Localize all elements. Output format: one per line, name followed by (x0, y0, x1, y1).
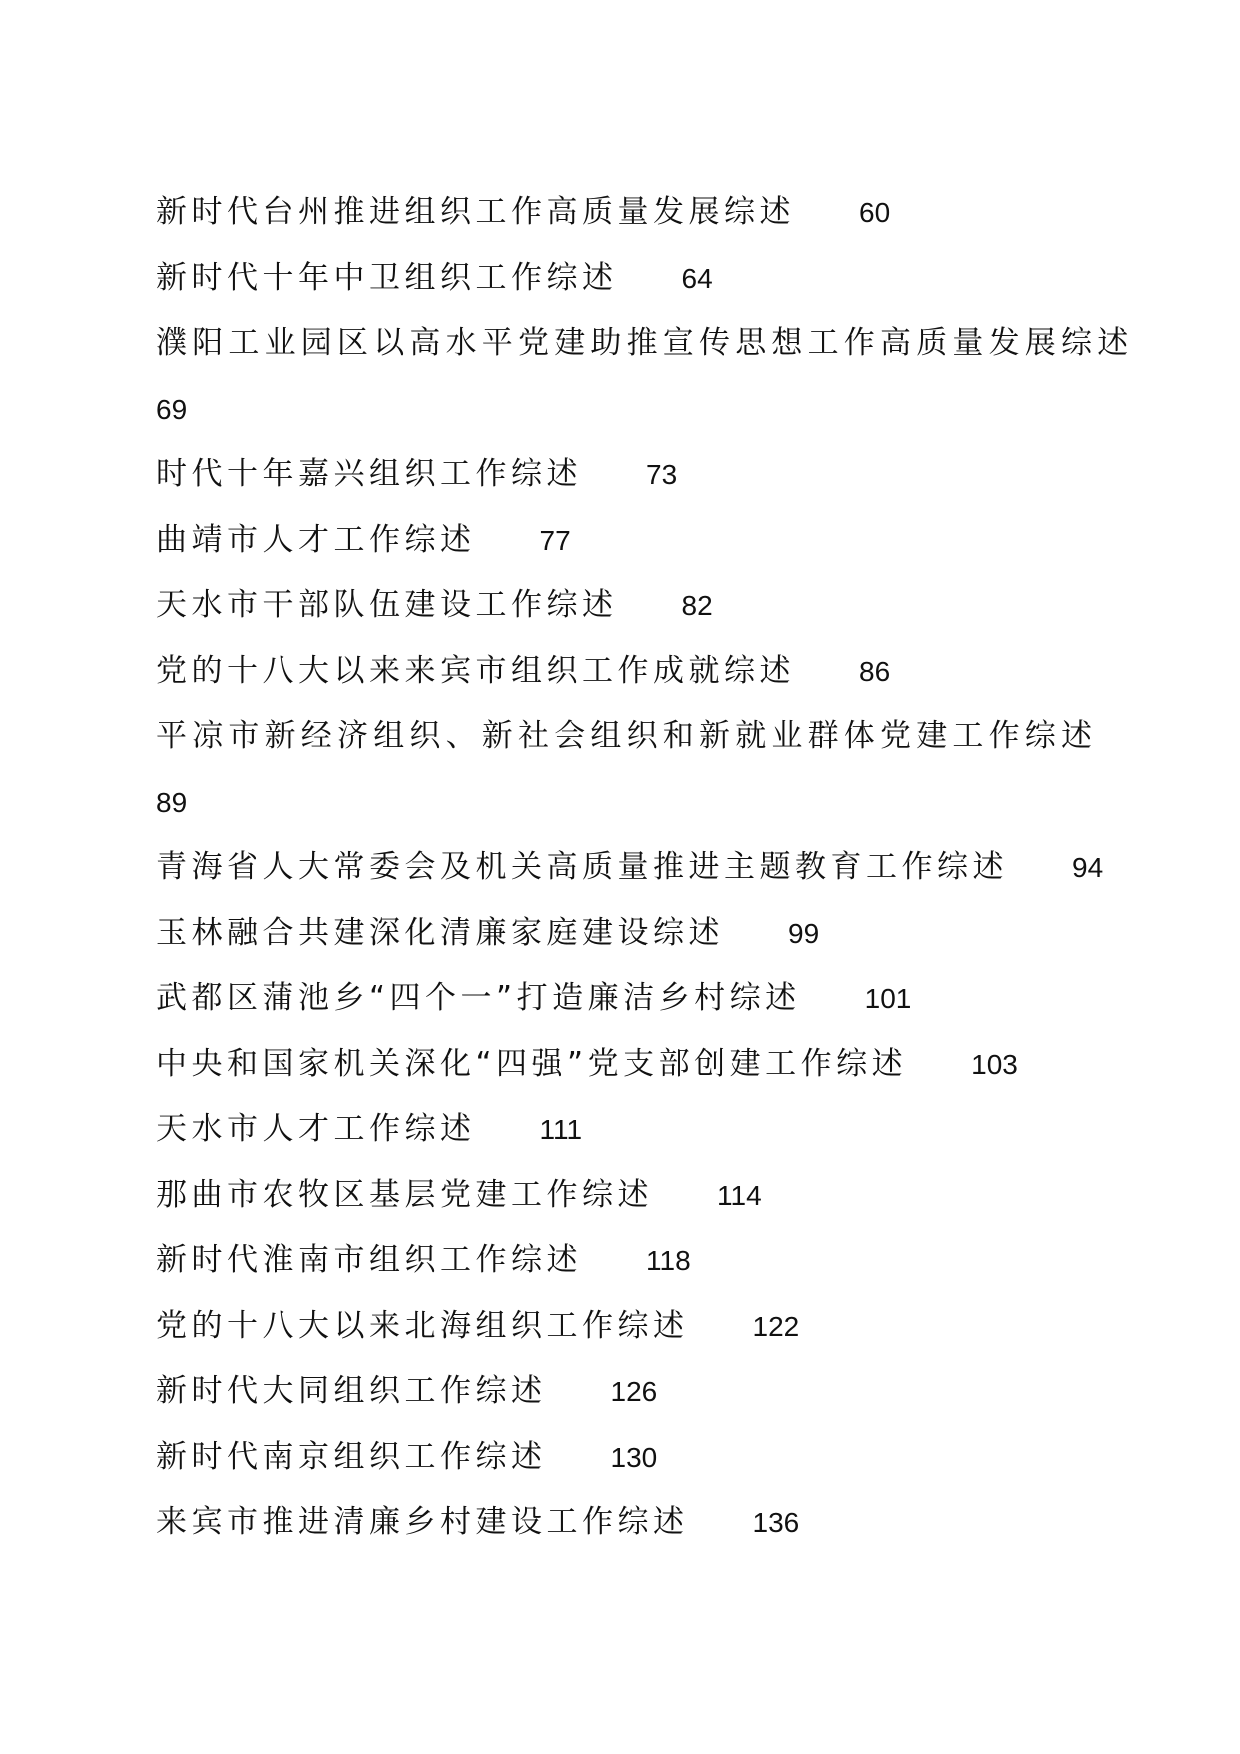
toc-entry[interactable] (156, 1490, 1096, 1556)
toc-entry[interactable] (156, 1228, 1096, 1294)
toc-entry-title: 新时代淮南市组织工作综述 (156, 1242, 582, 1278)
toc-entry-title: 武都区蒲池乡“四个一”打造廉洁乡村综述 (156, 980, 801, 1016)
toc-entry[interactable] (156, 1097, 1096, 1163)
toc-entry[interactable] (156, 1294, 1096, 1360)
toc-entry-title: 党的十八大以来来宾市组织工作成就综述 (156, 652, 795, 689)
toc-entry-title: 青海省人大常委会及机关高质量推进主题教育工作综述 (156, 849, 1008, 885)
toc-entry-title: 曲靖市人才工作综述 (156, 521, 476, 558)
toc-entry-page-number: 89 (156, 786, 188, 818)
toc-entry[interactable] (156, 1032, 1096, 1098)
toc-entry-title: 新时代南京组织工作综述 (156, 1438, 547, 1475)
toc-entry-title: 新时代十年中卫组织工作综述 (156, 259, 618, 296)
toc-entry[interactable] (156, 508, 1096, 574)
toc-entry-title: 平凉市新经济组织、新社会组织和新就业群体党建工作综述 (156, 718, 1098, 754)
toc-entry-page-number: 86 (859, 655, 891, 687)
toc-entry[interactable] (156, 966, 1096, 1032)
toc-entry-page-number: 103 (971, 1048, 1018, 1080)
toc-entry[interactable] (156, 573, 1096, 639)
toc-entry-page-number: 99 (788, 917, 820, 949)
toc-entry[interactable] (156, 901, 1096, 967)
toc-entry-title: 新时代大同组织工作综述 (156, 1373, 547, 1409)
table-of-contents (156, 180, 1134, 1556)
toc-entry[interactable] (156, 246, 1096, 312)
toc-entry-page-number: 122 (752, 1310, 800, 1342)
toc-entry-page-number: 82 (681, 590, 713, 621)
toc-entry-title: 濮阳工业园区以高水平党建助推宣传思想工作高质量发展综述 (156, 325, 1134, 361)
toc-entry-title: 天水市人才工作综述 (156, 1111, 476, 1147)
toc-entry[interactable] (156, 442, 1096, 508)
toc-entry-page-number: 136 (752, 1507, 800, 1538)
toc-entry[interactable] (156, 1359, 1096, 1425)
toc-entry-page-number: 114 (717, 1179, 762, 1211)
toc-entry[interactable] (156, 835, 1104, 901)
toc-entry-page-number: 64 (681, 262, 713, 294)
toc-entry[interactable] (156, 1163, 1096, 1229)
toc-entry-title: 时代十年嘉兴组织工作综述 (156, 456, 582, 492)
toc-entry-page-number: 77 (539, 524, 571, 556)
toc-entry-page-number: 94 (1072, 852, 1104, 883)
toc-entry-page-number: 101 (864, 983, 912, 1014)
toc-entry-title: 中央和国家机关深化“四强”党支部创建工作综述 (156, 1045, 908, 1082)
toc-entry-title: 玉林融合共建深化清廉家庭建设综述 (156, 914, 724, 951)
toc-entry[interactable] (156, 1425, 1096, 1491)
toc-entry-page-number: 130 (610, 1441, 658, 1473)
toc-entry-title: 来宾市推进清廉乡村建设工作综述 (156, 1504, 689, 1540)
toc-entry-title: 新时代台州推进组织工作高质量发展综述 (156, 194, 795, 230)
toc-entry-title: 党的十八大以来北海组织工作综述 (156, 1307, 689, 1344)
toc-entry-title: 那曲市农牧区基层党建工作综述 (156, 1176, 653, 1213)
toc-entry-title: 天水市干部队伍建设工作综述 (156, 587, 618, 623)
toc-entry-page-number: 69 (156, 393, 188, 425)
toc-entry[interactable] (156, 704, 1096, 835)
toc-entry[interactable] (156, 180, 1096, 246)
toc-entry-page-number: 126 (610, 1376, 658, 1407)
toc-entry-page-number: 111 (539, 1114, 583, 1145)
toc-entry-page-number: 73 (646, 459, 678, 490)
toc-entry-page-number: 60 (859, 197, 891, 228)
toc-entry[interactable] (156, 311, 1134, 442)
toc-entry[interactable] (156, 639, 1096, 705)
toc-entry-page-number: 118 (646, 1245, 691, 1276)
